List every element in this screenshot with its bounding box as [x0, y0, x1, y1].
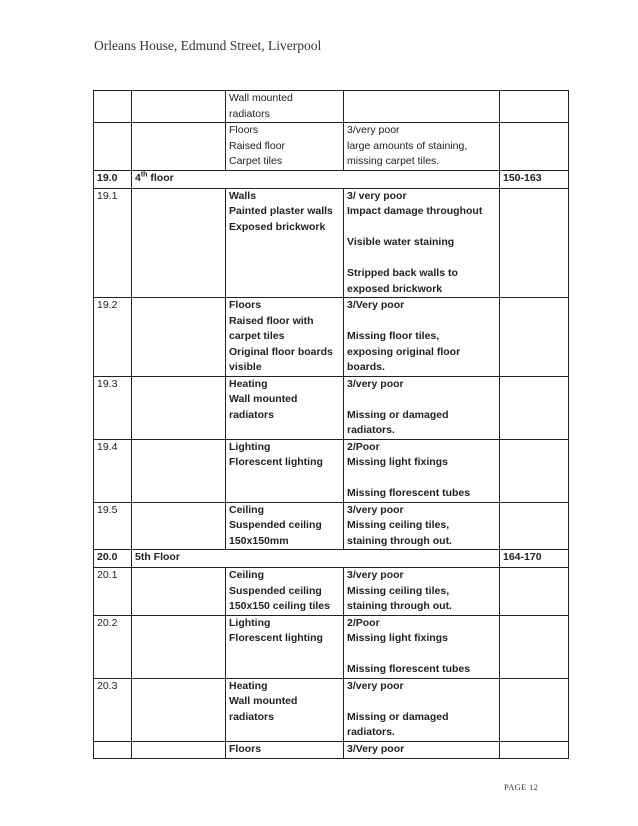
- page-number: PAGE 12: [504, 782, 539, 792]
- photo-cell: [500, 439, 569, 502]
- table-row: [94, 123, 569, 171]
- photo-cell: [500, 91, 569, 123]
- photo-cell: [500, 123, 569, 171]
- ref-cell: [94, 91, 132, 123]
- floor-label: 5th Floor: [132, 550, 500, 568]
- photo-cell: [500, 502, 569, 550]
- ref-cell: 19.1: [94, 188, 132, 298]
- ref-cell: 19.0: [94, 170, 132, 188]
- condition-cell: 2/Poor Missing light fixings Missing florescent tubes: [344, 439, 500, 502]
- level-cell: [132, 568, 226, 616]
- element-cell: Ceiling Suspended ceiling 150x150 ceiling tiles: [226, 568, 344, 616]
- element-cell: Floors Raised floor with carpet tiles Original floor boards visible: [226, 298, 344, 377]
- element-cell: Ceiling Suspended ceiling 150x150mm: [226, 502, 344, 550]
- level-cell: [132, 188, 226, 298]
- element-cell: Lighting Florescent lighting: [226, 439, 344, 502]
- floor-heading-row: [94, 550, 569, 568]
- element-cell: Walls Painted plaster walls Exposed brickwork: [226, 188, 344, 298]
- floor-heading-row: [94, 170, 569, 188]
- table-row: [94, 741, 569, 758]
- condition-cell: 3/Very poor: [344, 741, 500, 758]
- element-cell: Lighting Florescent lighting: [226, 615, 344, 678]
- photo-cell: [500, 188, 569, 298]
- table-row: [94, 376, 569, 439]
- ref-cell: 20.2: [94, 615, 132, 678]
- ref-cell: [94, 741, 132, 758]
- condition-cell: 3/very poor Missing ceiling tiles, staining through out.: [344, 568, 500, 616]
- level-cell: [132, 376, 226, 439]
- condition-cell: 3/very poor Missing or damaged radiators.: [344, 376, 500, 439]
- level-cell: [132, 91, 226, 123]
- level-cell: [132, 741, 226, 758]
- element-cell: Floors Raised floor Carpet tiles: [226, 123, 344, 171]
- ref-cell: [94, 123, 132, 171]
- ref-cell: 20.1: [94, 568, 132, 616]
- condition-cell: 3/very poor large amounts of staining, missing carpet tiles.: [344, 123, 500, 171]
- floor-label: 4th floor: [132, 170, 500, 188]
- condition-cell: 2/Poor Missing light fixings Missing florescent tubes: [344, 615, 500, 678]
- condition-cell: 3/ very poor Impact damage throughout Visible water staining Stripped back walls to exposed brickwork: [344, 188, 500, 298]
- condition-cell: 3/very poor Missing or damaged radiators.: [344, 678, 500, 741]
- ref-cell: 19.5: [94, 502, 132, 550]
- level-cell: [132, 123, 226, 171]
- condition-cell: [344, 91, 500, 123]
- ref-cell: 20.3: [94, 678, 132, 741]
- ref-cell: 19.2: [94, 298, 132, 377]
- level-cell: [132, 678, 226, 741]
- document-header: Orleans House, Edmund Street, Liverpool: [94, 38, 322, 53]
- table-row: [94, 439, 569, 502]
- photo-cell: [500, 376, 569, 439]
- level-cell: [132, 439, 226, 502]
- photo-cell: [500, 615, 569, 678]
- element-cell: Floors: [226, 741, 344, 758]
- element-cell: Wall mounted radiators: [226, 91, 344, 123]
- photo-ref-cell: 150-163: [500, 170, 569, 188]
- table-row: [94, 568, 569, 616]
- level-cell: [132, 615, 226, 678]
- condition-cell: 3/very poor Missing ceiling tiles, staining through out.: [344, 502, 500, 550]
- table-row: [94, 298, 569, 377]
- level-cell: [132, 502, 226, 550]
- photo-cell: [500, 741, 569, 758]
- table-row: [94, 502, 569, 550]
- ref-cell: 20.0: [94, 550, 132, 568]
- ref-cell: 19.4: [94, 439, 132, 502]
- table-row: [94, 91, 569, 123]
- element-cell: Heating Wall mounted radiators: [226, 678, 344, 741]
- table-row: [94, 678, 569, 741]
- level-cell: [132, 298, 226, 377]
- condition-cell: 3/Very poor Missing floor tiles, exposing original floor boards.: [344, 298, 500, 377]
- photo-ref-cell: 164-170: [500, 550, 569, 568]
- photo-cell: [500, 678, 569, 741]
- ref-cell: 19.3: [94, 376, 132, 439]
- photo-cell: [500, 298, 569, 377]
- table-row: [94, 615, 569, 678]
- table-row: [94, 188, 569, 298]
- photo-cell: [500, 568, 569, 616]
- element-cell: Heating Wall mounted radiators: [226, 376, 344, 439]
- condition-survey-table: [93, 90, 569, 759]
